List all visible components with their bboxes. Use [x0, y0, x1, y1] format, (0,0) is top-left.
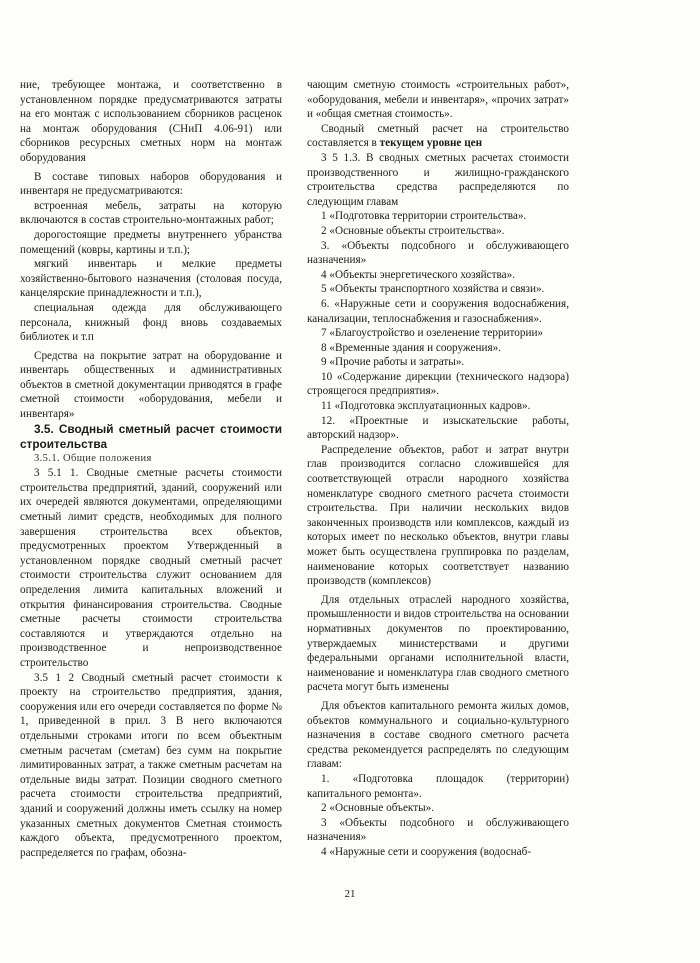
list-item: 8 «Временные здания и сооружения».	[321, 341, 501, 354]
paragraph	[307, 122, 569, 151]
list-item: 2 «Основные объекты строительства».	[321, 224, 505, 237]
list-item: 5 «Объекты транспортного хозяйства и связи».	[321, 283, 545, 296]
list-item: 2 «Основные объекты».	[321, 802, 434, 815]
paragraph: Для отдельных отраслей народного хозяйства, промышленности и видов строительства на основании нормативных документов по проектированию, утверждаемых министерствами и другими федеральными органами исполнительной власти, наименование и номенклатура глав сводного сметного расчета могут быть изменены	[307, 593, 569, 694]
list-item: 10 «Содержание дирекции (технического надзора) строящегося предприятия».	[307, 370, 569, 398]
paragraph: 3 5 1.3. В сводных сметных расчетах стоимости производственного и жилищно-гражданского строительства средства распределяются по следующим главам	[307, 151, 569, 208]
paragraph: Средства на покрытие затрат на оборудование и инвентарь общественных и административных объектов в сметной документации приводятся в графе сметной стоимости «оборудования, мебели и инвентаря»	[20, 349, 282, 421]
list-item: 4 «Наружные сети и сооружения (водоснаб-	[321, 845, 532, 858]
list-item: 1. «Подготовка площадок (территории) капитального ремонта».	[307, 772, 569, 800]
right-column	[307, 78, 569, 859]
left-column	[20, 78, 282, 860]
paragraph: мягкий инвентарь и мелкие предметы хозяйственно-бытового назначения (столовая посуда, канцелярские принадлежности и т.п.),	[20, 258, 282, 300]
paragraph: Распределение объектов, работ и затрат внутри глав производится согласно сложившейся для соответствующей отрасли народного хозяйства номенклатуре сводного сметного расчета стоимости строительства. При наличии нескольких видов законченных производств или комплексов, каждый из которых имеет по несколько объектов, внутри главы может быть осуществлена группировка по разделам, наименование которых соответствует названию производств (комплексов)	[307, 443, 569, 588]
paragraph: ние, требующее монтажа, и соответственно в установленном порядке предусматриваются затраты на его монтаж с использованием сборников расценок на монтаж оборудования (СНиП 4.06-91) или сборников ресурсных сметных норм на монтаж оборудования	[20, 79, 282, 164]
list-item: 7 «Благоустройство и озеленение территории»	[321, 327, 544, 340]
list-item: 3. «Объекты подсобного и обслуживающего назначения»	[307, 239, 569, 267]
paragraph: дорогостоящие предметы внутреннего убранства помещений (ковры, картины и т.п.);	[20, 228, 282, 256]
section-title: 3.5. Сводный сметный расчет стоимости строительства	[20, 421, 282, 451]
paragraph: 3 5.1 1. Сводные сметные расчеты стоимости строительства предприятий, зданий, сооружений или их очередей являются документами, определяющими сметный лимит средств, необходимых для полного завершения строительства всех объектов, предусмотренных проектом Утвержденный в установленном порядке сводный сметный расчет стоимости строительства служит основанием для определения лимита капитальных вложений и открытия финансирования строительства. Сводные сметные расчеты стоимости строительства составляются и утверждаются отдельно на производственное и непроизводственное строительство	[20, 467, 282, 669]
page-number: 21	[344, 888, 356, 900]
paragraph: Для объектов капитального ремонта жилых домов, объектов коммунального и социально-культурного назначения в составе сводного сметного расчета средства рекомендуется распределять по следующим главам:	[307, 699, 569, 771]
list-item: 12. «Проектные и изыскательские работы, авторский надзор».	[307, 414, 569, 442]
text: Сводный сметный расчет на строительство составляется в	[307, 122, 569, 150]
list-item: 11 «Подготовка эксплуатационных кадров».	[321, 400, 531, 413]
paragraph: 3.5 1 2 Сводный сметный расчет стоимости к проекту на строительство предприятия, здания, сооружения или его очереди составляется по форме № 1, приведенной в прил. 3 В него включаются отдельными строками итоги по всем объектным сметным расчетам (сметам) без сумм на покрытие лимитированных затрат, а также сметным расчетам на отдельные виды затрат. Позиции сводного сметного расчета стоимости строительства предприятий, зданий и сооружений должны иметь ссылку на номер указанных сметных документов Сметная стоимость каждого объекта, предусмотренного проектом, распределяется по графам, обозна-	[20, 671, 282, 859]
list-item: 6. «Наружные сети и сооружения водоснабжения, канализации, теплоснабжения и газоснабжения».	[307, 297, 569, 325]
list-item: 9 «Прочие работы и затраты».	[321, 356, 465, 369]
list-item: 3 «Объекты подсобного и обслуживающего назначения»	[307, 816, 569, 844]
paragraph: специальная одежда для обслуживающего персонала, книжный фонд вновь создаваемых библиотек и т.п	[20, 301, 282, 344]
bold-text: текущем уровне цен	[379, 137, 483, 150]
paragraph: встроенная мебель, затраты на которую включаются в состав строительно-монтажных работ;	[20, 199, 282, 227]
paragraph: В составе типовых наборов оборудования и инвентаря не предусматриваются:	[20, 170, 282, 198]
list-item: 4 «Объекты энергетического хозяйства».	[321, 268, 516, 281]
paragraph: чающим сметную стоимость «строительных работ», «оборудования, мебели и инвентаря», «прочих затрат» и «общая сметная стоимость».	[307, 79, 569, 121]
subsection-title: 3.5.1. Общие положения	[34, 452, 152, 464]
list-item: 1 «Подготовка территории строительства».	[321, 210, 527, 223]
